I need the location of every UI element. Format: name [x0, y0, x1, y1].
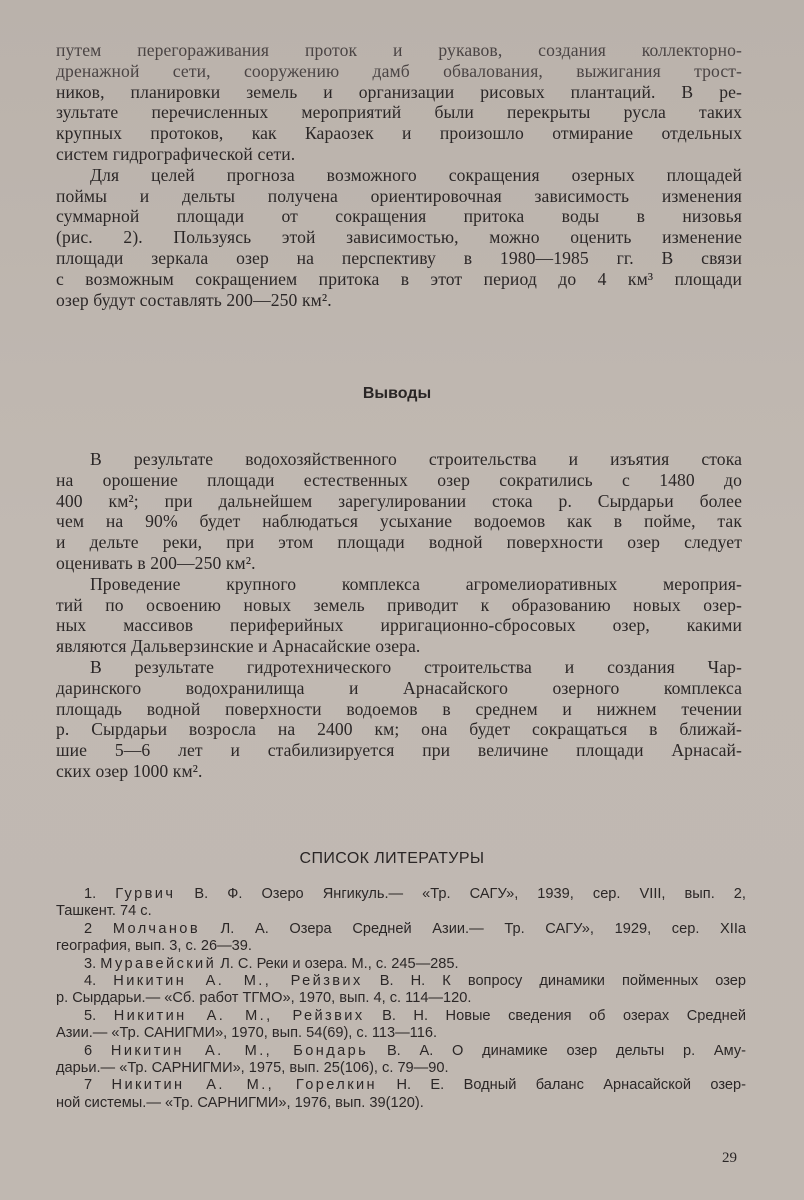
reference-line: 1. Гурвич В. Ф. Озеро Янгикуль.— «Тр. САГУ», 1939, сер. VIII, вып. 2,	[84, 886, 746, 902]
text-line: систем гидрографической сети.	[56, 143, 296, 164]
text-line: чем на 90% будет наблюдаться усыхание водоемов как в пойме, так	[56, 511, 742, 532]
reference-line: Азии.— «Тр. САНИГМИ», 1970, вып. 54(69), с. 113—116.	[56, 1025, 437, 1042]
text-line: р. Сырдарьи возросла на 2400 км; она будет сокращаться в ближай-	[56, 719, 742, 740]
references-list	[56, 886, 746, 1112]
section-heading: Выводы	[362, 385, 432, 402]
text-line: озер будут составлять 200—250 км².	[56, 289, 332, 310]
text-line: суммарной площади от сокращения притока воды в низовья	[56, 206, 742, 227]
reference-line: Ташкент. 74 с.	[56, 903, 152, 920]
text-line: (рис. 2). Пользуясь этой зависимостью, можно оценить изменение	[56, 227, 742, 248]
reference-line: 4. Никитин А. М., Рейзвих В. Н. К вопросу динамики пойменных озер	[84, 972, 746, 989]
text-line: ников, планировки земель и организации рисовых плантаций. В ре-	[56, 81, 742, 102]
reference-line: ной системы.— «Тр. САРНИГМИ», 1976, вып. 39(120).	[56, 1094, 424, 1111]
text-line: ных массивов периферийных ирригационно-сбросовых озер, какими	[56, 615, 742, 636]
text-line: и дельте реки, при этом площади водной поверхности озер следует	[56, 532, 742, 553]
text-line: площадь водной поверхности водоемов в среднем и нижнем течении	[56, 698, 742, 719]
text-line: крупных протоков, как Караозек и произошло отмирание отдельных	[56, 123, 742, 144]
text-line: дренажной сети, сооружению дамб обвалования, выжигания трост-	[56, 60, 742, 81]
reference-line: география, вып. 3, с. 26—39.	[56, 938, 252, 955]
text-line: В результате водохозяйственного строительства и изъятия стока	[90, 449, 742, 469]
reference-line: дарьи.— «Тр. САРНИГМИ», 1975, вып. 25(106), с. 79—90.	[56, 1059, 449, 1076]
reference-item	[56, 886, 746, 921]
references-title: СПИСОК ЛИТЕРАТУРЫ	[299, 850, 485, 867]
reference-item	[56, 1077, 746, 1112]
reference-item	[56, 956, 746, 973]
reference-item	[56, 1043, 746, 1078]
text-line: путем перегораживания проток и рукавов, создания коллекторно-	[56, 40, 742, 60]
text-line: Для целей прогноза возможного сокращения озерных площадей	[90, 164, 742, 185]
page-number: 29	[722, 1150, 737, 1166]
reference-item	[56, 1008, 746, 1043]
text-line: ских озер 1000 км².	[56, 760, 203, 781]
reference-line: 2 Молчанов Л. А. Озера Средней Азии.— Тр. САГУ», 1929, сер. XIIа	[84, 920, 747, 937]
reference-line: р. Сырдарьи.— «Сб. работ ТГМО», 1970, вып. 4, с. 114—120.	[56, 990, 472, 1007]
text-line: являются Дальверзинские и Арнасайские озера.	[56, 636, 421, 657]
text-line: В результате гидротехнического строительства и создания Чар-	[90, 656, 742, 677]
conclusions-text	[56, 449, 742, 782]
text-line: площади зеркала озер на перспективу в 1980—1985 гг. В связи	[56, 247, 742, 268]
reference-line: 6 Никитин А. М., Бондарь В. А. О динамике озер дельты р. Аму-	[84, 1042, 747, 1059]
text-line: тий по освоению новых земель приводит к образованию новых озер-	[56, 594, 742, 615]
text-line: оценивать в 200—250 км².	[56, 552, 256, 573]
reference-line: 7 Никитин А. М., Горелкин Н. Е. Водный баланс Арнасайской озер-	[84, 1077, 746, 1094]
text-line: с возможным сокращением притока в этот период до 4 км³ площади	[56, 268, 742, 289]
text-line: даринского водохранилища и Арнасайского озерного комплекса	[56, 677, 742, 698]
reference-line: 5. Никитин А. М., Рейзвих В. Н. Новые сведения об озерах Средней	[84, 1007, 747, 1024]
text-line: 400 км²; при дальнейшем зарегулировании стока р. Сырдарьи более	[56, 490, 742, 511]
reference-item	[56, 921, 746, 956]
text-line: шие 5—6 лет и стабилизируется при величине площади Арнасай-	[56, 740, 742, 761]
intro-text	[56, 40, 742, 310]
reference-item	[56, 973, 746, 1008]
text-line: поймы и дельты получена ориентировочная зависимость изменения	[56, 185, 742, 206]
reference-line: 3. Муравейский Л. С. Реки и озера. М., с. 245—285.	[84, 955, 459, 972]
text-line: на орошение площади естественных озер сократились с 1480 до	[56, 469, 742, 490]
text-line: зультате перечисленных мероприятий были перекрыты русла таких	[56, 102, 742, 123]
text-line: Проведение крупного комплекса агромелиоративных мероприя-	[90, 573, 742, 594]
